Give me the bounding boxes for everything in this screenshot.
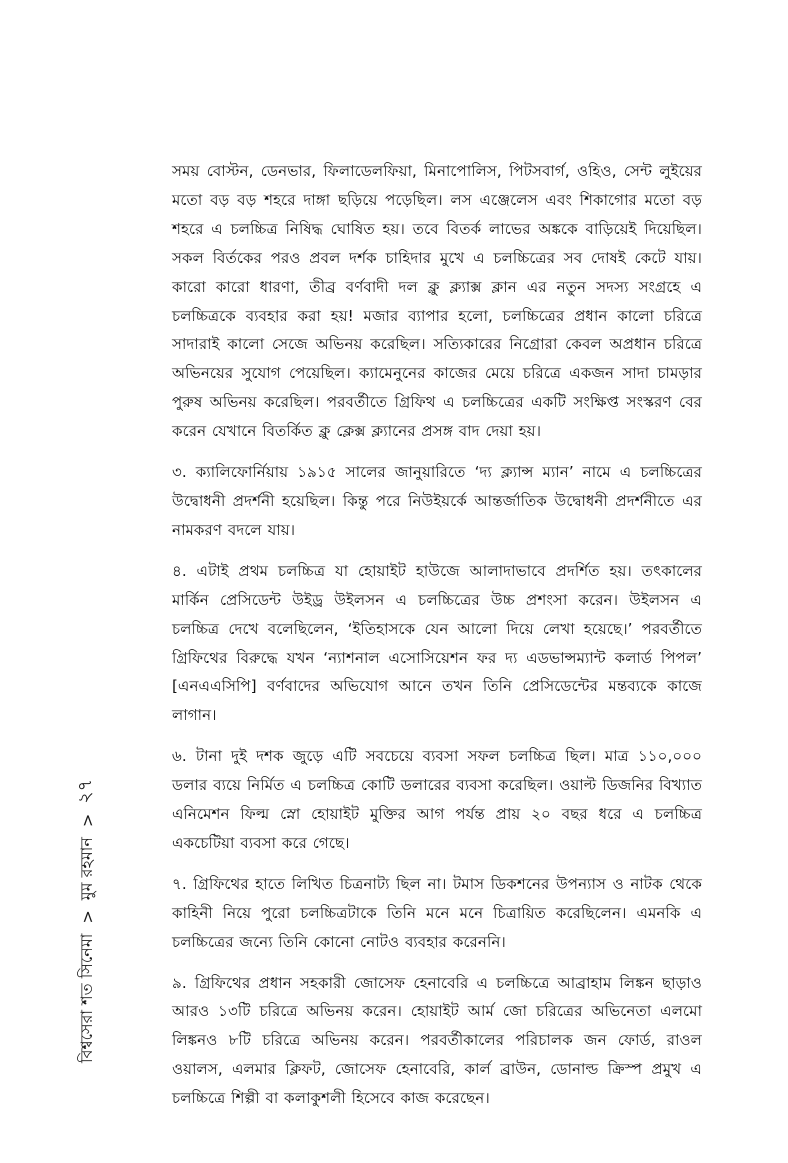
author-name: মুম রহমান: [76, 837, 96, 901]
body-text: [172, 157, 702, 1113]
running-header: [68, 443, 106, 1063]
paragraph-item-3: ৩. ক্যালিফোর্নিয়ায় ১৯১৫ সালের জানুয়ারিতে ‘দ্য ক্ল্যান্স ম্যান’ নামে এ চলচ্চিত্রের উদ্বোধনী প্রদর্শনী হয়েছিল। কিন্তু পরে নিউইয়র্কে আন্তর্জাতিক উদ্বোধনী প্রদর্শনীতে এর নামকরণ বদলে যায়।: [172, 463, 702, 539]
paragraph-item-7: ৭. গ্রিফিথের হাতে লিখিত চিত্রনাট্য ছিল না। টমাস ডিকশনের উপন্যাস ও নাটক থেকে কাহিনী নিয়ে পুরো চলচ্চিত্রটাকে তিনি মনে মনে চিত্রায়িত করেছিলেন। এমনকি এ চলচ্চিত্রের জন্যে তিনি কোনো নোটও ব্যবহার করেননি।: [172, 874, 702, 951]
book-title: বিশ্বসেরা শত সিনেমা: [76, 933, 96, 1063]
header-separator: >: [77, 910, 97, 924]
paragraph-item-4: ৪. এটাই প্রথম চলচ্চিত্র যা হোয়াইট হাউজে আলাদাভাবে প্রদর্শিত হয়। তৎকালের মার্কিন প্রেসিডেন্ট উইড্র উইলসন এ চলচ্চিত্রের উচ্চ প্রশংসা করেন। উইলসন এ চলচ্চিত্র দেখে বলেছিলেন, ‘ইতিহাসকে যেন আলো দিয়ে লেখা হয়েছে।’ পরবর্তীতে গ্রিফিথের বিরুদ্ধে যখন ‘ন্যাশনাল এসোসিয়েশন ফর দ্য এডভান্সম্যান্ট কলার্ড পিপল’ [এনএএসিপি] বর্ণবাদের অভিযোগ আনে তখন তিনি প্রেসিডেন্টের মন্তব্যকে কাজে লাগান।: [172, 561, 702, 725]
paragraph-item-9: ৯. গ্রিফিথের প্রধান সহকারী জোসেফ হেনাবেরি এ চলচ্চিত্রে আব্রাহাম লিঙ্কন ছাড়াও আরও ১৩টি চরিত্রে অভিনয় করেন। হোয়াইট আর্ম জো চরিত্রের অভিনেতা এলমো লিঙ্কনও ৮টি চরিত্রে অভিনয় করেন। পরবর্তীকালের পরিচালক জন ফোর্ড, রাওল ওয়ালস, এলমার ক্লিফট, জোসেফ হেনাবেরি, কার্ল ব্রাউন, ডোনাল্ড ক্রিস্প প্রমুখ এ চলচ্চিত্রে শিল্পী বা কলাকুশলী হিসেবে কাজ করেছেন।: [172, 973, 702, 1108]
paragraph-continued: সময় বোস্টন, ডেনভার, ফিলাডেলফিয়া, মিনাপোলিস, পিটসবার্গ, ওহিও, সেন্ট লুইয়ের মতো বড় বড় শহরে দাঙ্গা ছড়িয়ে পড়েছিল। লস এঞ্জেলেস এবং শিকাগোর মতো বড় শহরে এ চলচ্চিত্র নিষিদ্ধ ঘোষিত হয়। তবে বিতর্ক লাভের অঙ্ককে বাড়িয়েই দিয়েছিল। সকল বির্তকের পরও প্রবল দর্শক চাহিদার মুখে এ চলচ্চিত্রের সব দোষই কেটে যায়। কারো কারো ধারণা, তীব্র বর্ণবাদী দল ক্লু ক্ল্যাক্স ক্লান এর নতুন সদস্য সংগ্রহে এ চলচ্চিত্রকে ব্যবহার করা হয়! মজার ব্যাপার হলো, চলচ্চিত্রের প্রধান কালো চরিত্রে সাদারাই কালো সেজে অভিনয় করেছিল। সত্যিকারের নিগ্রোরা কেবল অপ্রধান চরিত্রে অভিনয়ের সুযোগ পেয়েছিল। ক্যামেনুনের কাজের মেয়ে চরিত্রে একজন সাদা চামড়ার পুরুষ অভিনয় করেছিল। পরবর্তীতে গ্রিফিথ এ চলচ্চিত্রের একটি সংক্ষিপ্ত সংস্করণ বের করেন যেখানে বিতর্কিত ক্লু ক্লেক্স ক্ল্যানের প্রসঙ্গ বাদ দেয়া হয়।: [172, 162, 702, 441]
paragraph-item-6: ৬. টানা দুই দশক জুড়ে এটি সবচেয়ে ব্যবসা সফল চলচ্চিত্র ছিল। মাত্র ১১০,০০০ ডলার ব্যয়ে নির্মিত এ চলচ্চিত্র কোটি ডলারের ব্যবসা করেছিল। ওয়াল্ট ডিজনির বিখ্যাত এনিমেশন ফিল্ম স্নো হোয়াইট মুক্তির আগ পর্যন্ত প্রায় ২০ বছর ধরে এ চলচ্চিত্র একচেটিয়া ব্যবসা করে গেছে।: [172, 747, 702, 852]
header-separator: >: [77, 813, 97, 828]
page-number: ২৭: [74, 778, 96, 804]
